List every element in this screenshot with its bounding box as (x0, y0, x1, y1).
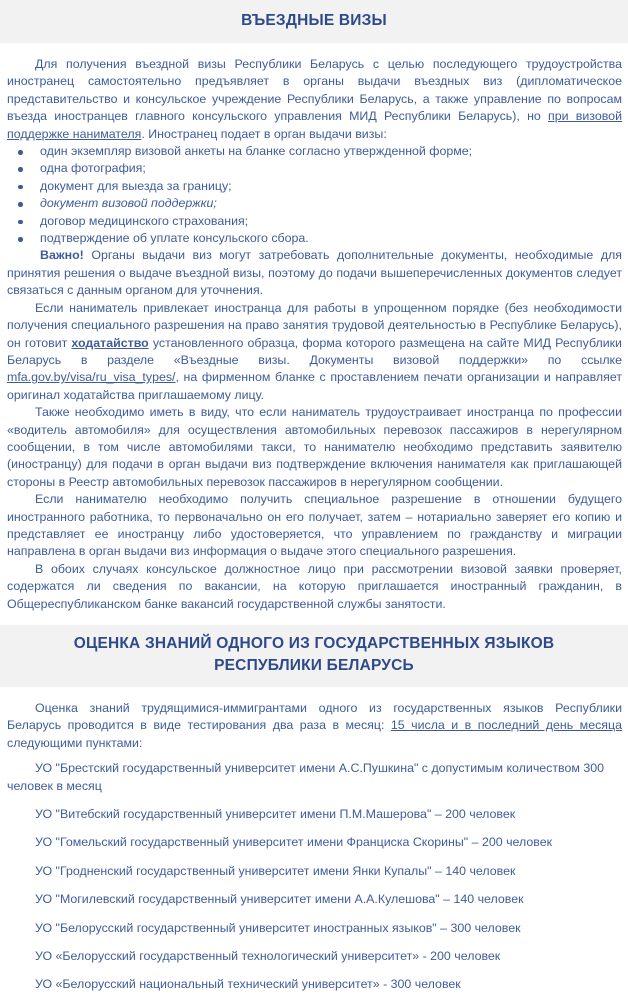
paragraph-special-permit: Если нанимателю необходимо получить специальное разрешение в отношении будущего иностранного работника, то первоначально он его получает, затем – нотариально заверяет его копию и представляет ее иностранцу либо удостоверяется, что управлением по гражданству и миграции направлена в орган выдачи виз информация о выдаче этого специального разрешения. (7, 492, 622, 559)
required-documents-list (7, 143, 622, 247)
list-item: УО "Гомельский государственный университет имени Франциска Скорины" – 200 человек (35, 835, 553, 850)
important-notice-text: Органы выдачи виз могут затребовать дополнительные документы, необходимые для принятия решения о выдаче въездной визы, поэтому до подачи вышеперечисленных документов следует связаться с данным органом для уточнения. (7, 248, 622, 298)
list-item (7, 160, 622, 177)
list-item (7, 195, 622, 212)
paragraph-both-cases: В обоих случаях консульское должностное лицо при рассмотрении визовой заявки проверяет, содержатся ли сведения по вакансии, на которую приглашается иностранный гражданин, в Общереспубликанском банке вакансий государственной службы занятости. (7, 561, 622, 611)
document-item-label: документ для выезда за границу; (40, 178, 232, 193)
document-item-label: подтверждение об уплате консульского сбора. (40, 231, 309, 246)
paragraph-important-notice (7, 247, 622, 299)
list-item: УО "Гродненский государственный университет имени Янки Купалы" – 140 человек (35, 863, 516, 878)
paragraph-simplified-procedure (7, 300, 622, 404)
paragraph-driver-profession: Также необходимо иметь в виду, что если наниматель трудоустраивает иностранца по профессии «водитель автомобиля» для осуществления автомобильных перевозок пассажиров в нерегулярном сообщении, в том числе автомобилями такси, то нанимателю необходимо представить заявителю (иностранцу) для подачи в орган выдачи виз подтверждение включения нанимателя как приглашающей стороны в Реестр автомобильных перевозок пассажиров в нерегулярном сообщении. (7, 405, 622, 489)
list-spacer (7, 752, 622, 760)
petition-term: ходатайство (71, 335, 149, 350)
language-intro-text-b: следующими пунктами: (7, 735, 143, 750)
list-item (7, 230, 622, 247)
simplified-text-b: установленного образца, форма которого размещена на сайте МИД Республики Беларусь в разделе «Въездные визы. Документы визовой поддержки» по ссылке (7, 335, 622, 367)
paragraph-language-testing-intro (7, 700, 622, 752)
testing-institutions-list (7, 760, 622, 994)
list-item: УО "Могилевский государственный университет имени А.А.Кулешова" – 140 человек (35, 892, 524, 907)
visa-intro-text-a: Для получения въездной визы Республики Беларусь с целью последующего трудоустройства иностранец самостоятельно предъявляет в органы выдачи въездных виз (дипломатическое представительство и консульское учреждение Республики Беларусь, а также управление по вопросам въезда иностранцев главного консульского управления МИД Республики Беларусь), но (7, 57, 622, 124)
language-assessment-body (0, 700, 628, 994)
simplified-text-a: Если наниматель привлекает иностранца для работы в упрощенном порядке (без необходимости получения специального разрешения на право занятия трудовой деятельностью в Республике Беларусь), он готовит (7, 300, 622, 350)
mfa-visa-types-link[interactable]: mfa.gov.by/visa/ru_visa_types/ (7, 370, 176, 385)
list-item: УО "Белорусский государственный университет иностранных языков" – 300 человек (35, 920, 521, 935)
visa-support-underlined: при визовой поддержке нанимателя (7, 109, 622, 141)
list-item: УО "Витебский государственный университет имени П.М.Машерова" – 200 человек (35, 807, 516, 822)
section-heading-entry-visas: ВЪЕЗДНЫЕ ВИЗЫ (0, 0, 628, 43)
language-intro-text-a: Оценка знаний трудящимися-иммигрантами одного из государственных языков Республики Беларусь проводится в виде тестирования два раза в месяц: (7, 701, 622, 733)
document-item-label: один экземпляр визовой анкеты на бланке согласно утвержденной форме; (40, 144, 473, 159)
list-item (7, 178, 622, 195)
entry-visas-body (0, 56, 628, 613)
list-item (7, 143, 622, 160)
paragraph-visa-intro (7, 56, 622, 143)
testing-dates-underlined: 15 числа и в последний день месяца (390, 718, 622, 733)
list-item: УО «Белорусский национальный технический университет» - 300 человек (35, 977, 461, 992)
important-label: Важно! (40, 248, 84, 263)
list-item (7, 213, 622, 230)
simplified-text-c: , на фирменном бланке с проставлением печати организации и направляет оригинал ходатайства приглашаемому лицу. (7, 370, 622, 402)
list-item: УО "Брестский государственный университет имени А.С.Пушкина" с допустимым количеством 300 человек в месяц (7, 761, 605, 793)
document-item-label: договор медицинского страхования; (40, 213, 249, 228)
document-item-label: документ визовой поддержки; (40, 196, 217, 211)
language-heading-line-2: РЕСПУБЛИКИ БЕЛАРУСЬ (214, 657, 414, 674)
list-item: УО «Белорусский государственный технологический университет» - 200 человек (35, 949, 501, 964)
language-heading-line-1: ОЦЕНКА ЗНАНИЙ ОДНОГО ИЗ ГОСУДАРСТВЕННЫХ ЯЗЫКОВ (73, 635, 555, 652)
document-item-label: одна фотография; (40, 161, 146, 176)
visa-intro-text-b: . Иностранец подает в орган выдачи визы: (141, 126, 387, 141)
section-spacer (0, 613, 628, 625)
section-heading-language-assessment (0, 625, 628, 687)
